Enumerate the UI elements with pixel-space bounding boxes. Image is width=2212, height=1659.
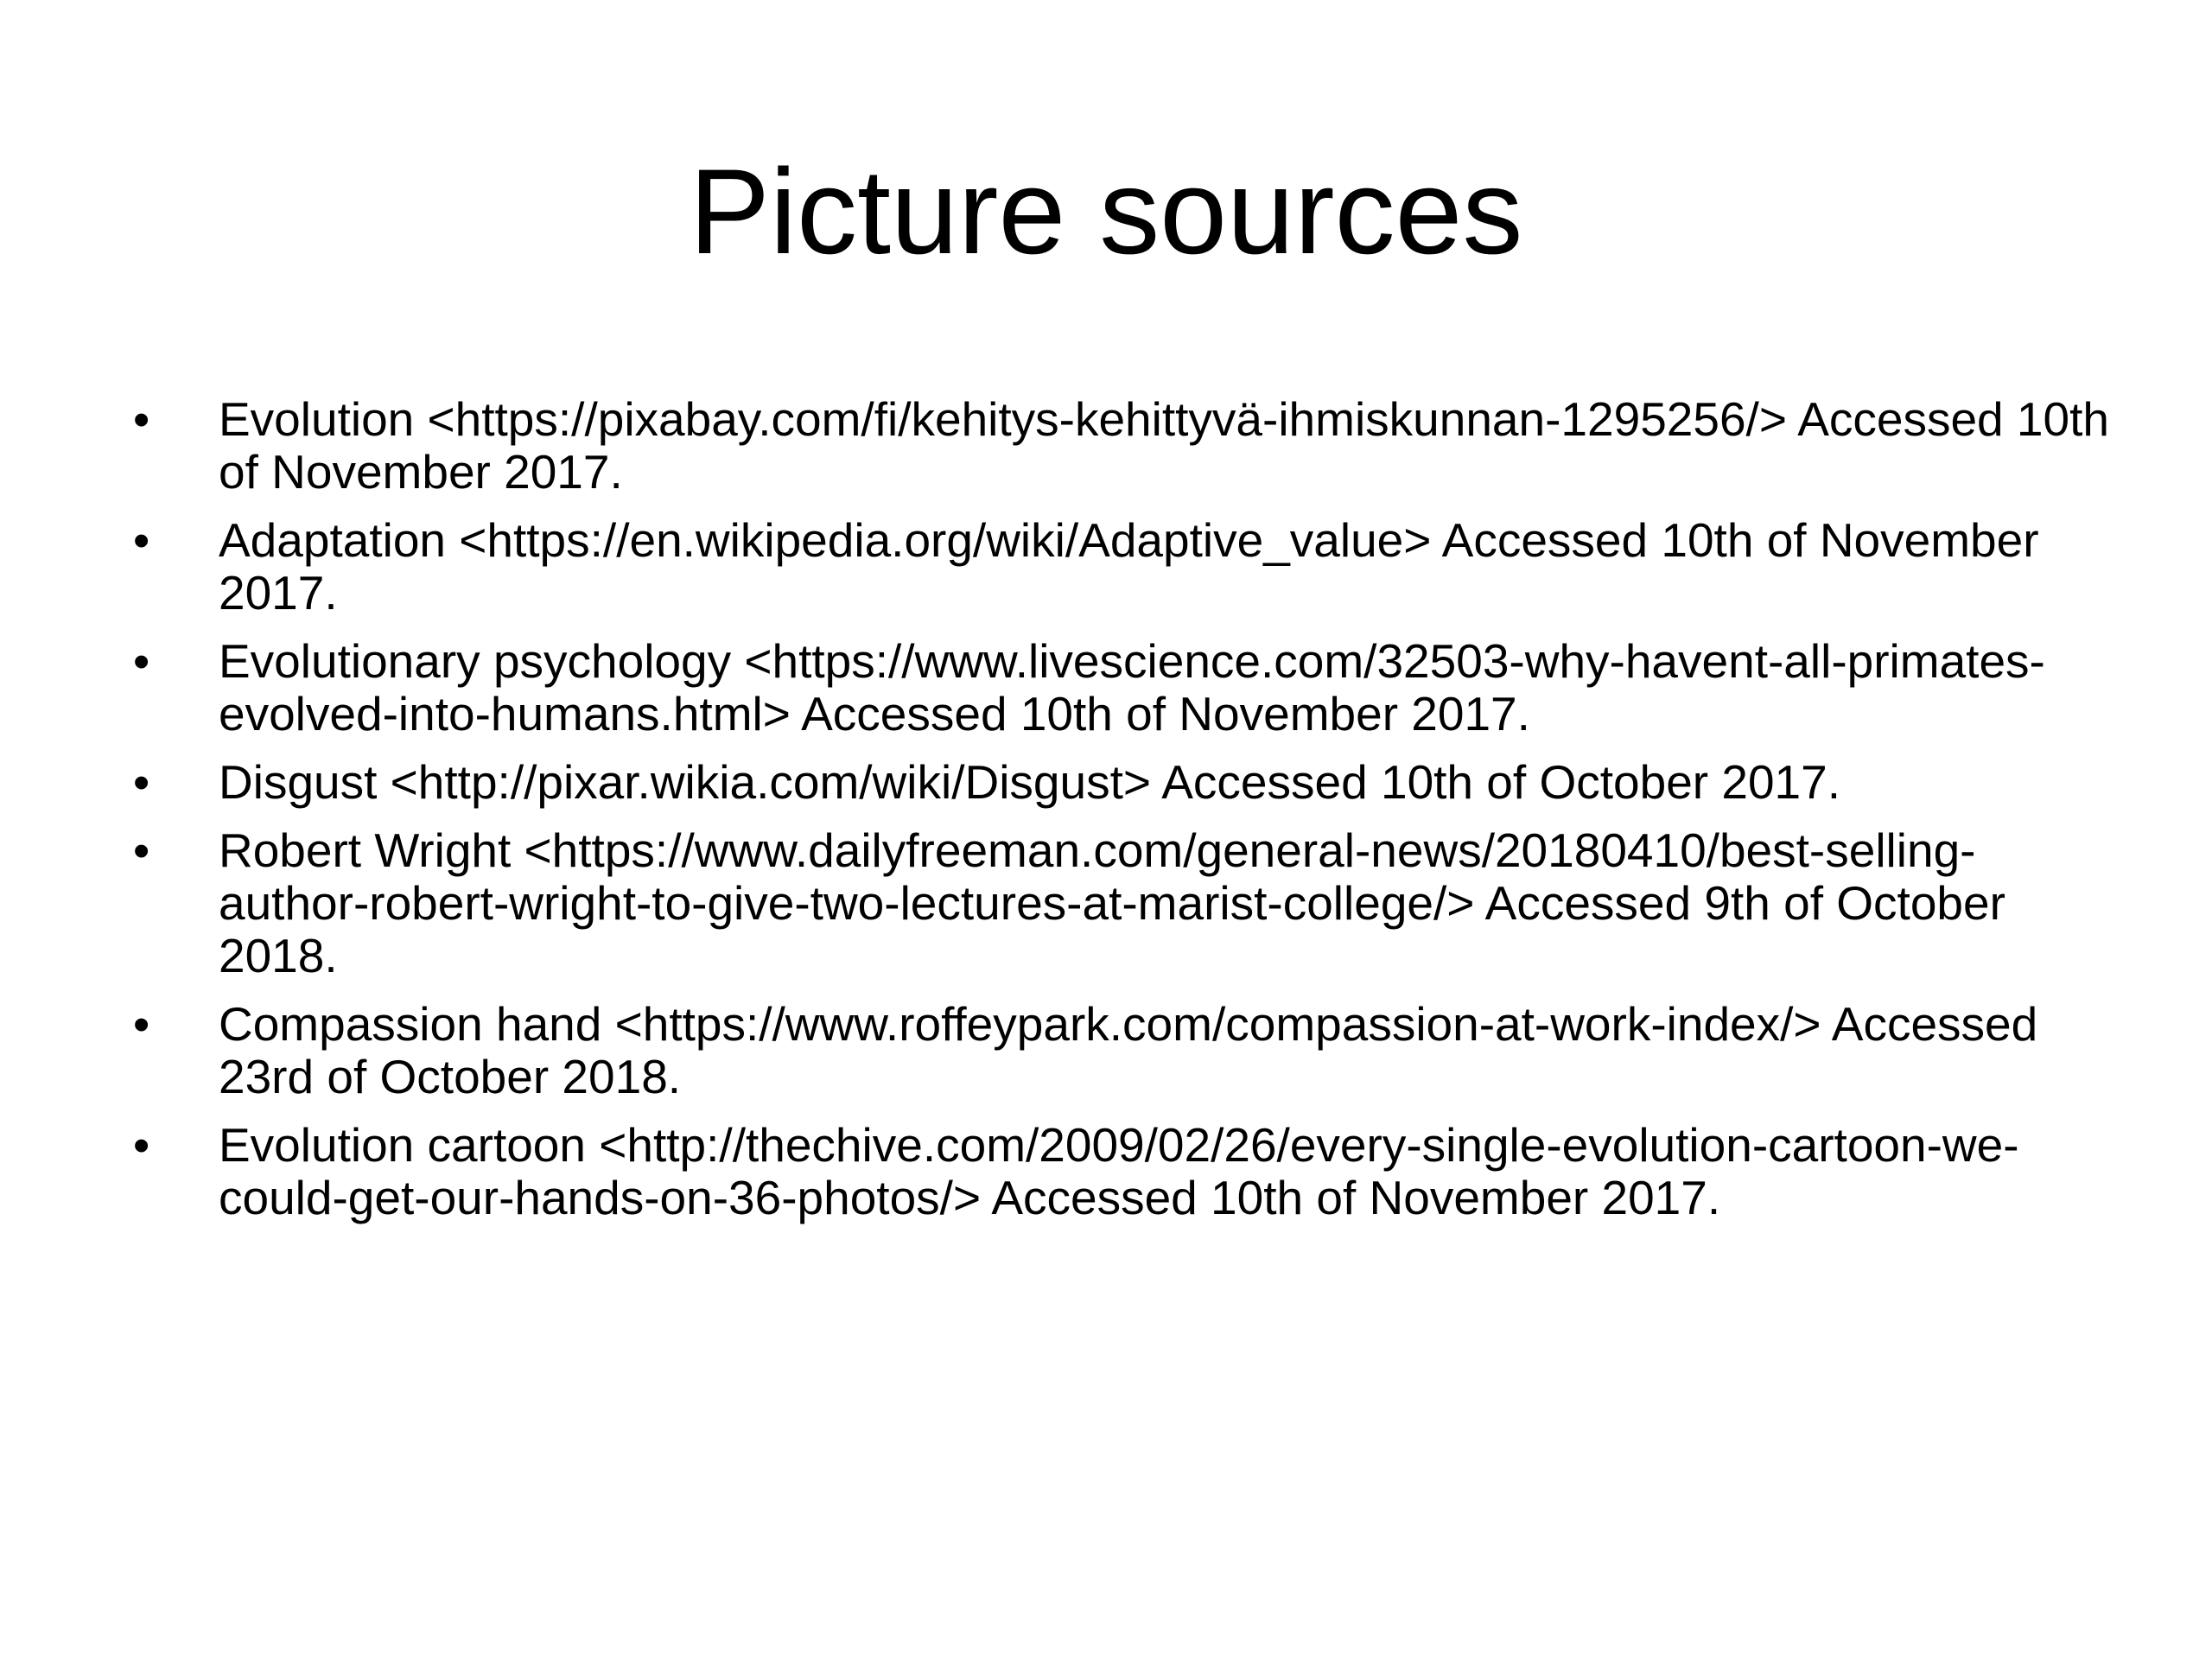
source-item-evolution-cartoon xyxy=(130,1119,2117,1224)
source-text: Evolution cartoon <http://thechive.com/2009/02/26/every-single-evolution-cartoon-we-could-get-our-hands-on-36-photos/> Accessed 10th of November 2017. xyxy=(219,1118,2019,1224)
source-text: Disgust <http://pixar.wikia.com/wiki/Disgust> Accessed 10th of October 2017. xyxy=(219,755,1841,809)
slide-title: Picture sources xyxy=(689,143,1523,279)
bullet-icon: • xyxy=(133,823,150,877)
source-item-disgust xyxy=(130,756,2117,809)
source-item-evolutionary-psychology xyxy=(130,635,2117,741)
source-item-evolution xyxy=(130,393,2117,499)
bullet-icon: • xyxy=(133,392,150,446)
bullet-icon: • xyxy=(133,1118,150,1172)
picture-sources-list xyxy=(130,393,2117,1240)
source-item-adaptation xyxy=(130,514,2117,620)
bullet-icon: • xyxy=(133,755,150,809)
source-text: Evolution <https://pixabay.com/fi/kehitys-kehittyvä-ihmiskunnan-1295256/> Accessed 10th of November 2017. xyxy=(219,392,2109,499)
source-item-robert-wright xyxy=(130,824,2117,982)
source-text: Evolutionary psychology <https://www.livescience.com/32503-why-havent-all-primates-evolved-into-humans.html> Accessed 10th of November 2017. xyxy=(219,634,2045,741)
bullet-icon: • xyxy=(133,634,150,688)
bullet-icon: • xyxy=(133,513,150,567)
source-text: Adaptation <https://en.wikipedia.org/wiki/Adaptive_value> Accessed 10th of November 2017. xyxy=(219,513,2039,620)
source-text: Compassion hand <https://www.roffeypark.com/compassion-at-work-index/> Accessed 23rd of October 2018. xyxy=(219,997,2038,1103)
source-text: Robert Wright <https://www.dailyfreeman.com/general-news/20180410/best-selling-author-robert-wright-to-give-two-lectures-at-marist-college/> Accessed 9th of October 2018. xyxy=(219,823,2005,982)
source-item-compassion-hand xyxy=(130,998,2117,1103)
bullet-icon: • xyxy=(133,997,150,1051)
